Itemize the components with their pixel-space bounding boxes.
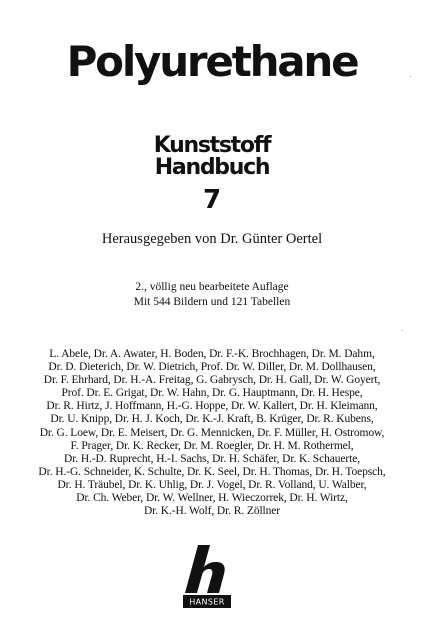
paper-speck xyxy=(402,330,403,331)
author-line: Dr. G. Loew, Dr. E. Meisert, Dr. G. Mennicken, Dr. F. Müller, H. Ostromow, xyxy=(39,426,385,439)
editor-line: Herausgegeben von Dr. Günter Oertel xyxy=(101,231,323,247)
series-name xyxy=(0,135,424,179)
edition-info xyxy=(0,280,424,309)
series-line-1: Kunststoff xyxy=(153,133,271,158)
author-line: Dr. U. Knipp, Dr. H. J. Koch, Dr. K.-J. Kraft, B. Krüger, Dr. R. Kubens, xyxy=(50,413,374,426)
author-line: L. Abele, Dr. A. Awater, H. Boden, Dr. F.-K. Brochhagen, Dr. M. Dahm, xyxy=(49,348,375,360)
author-line: Dr. H.-G. Schneider, K. Schulte, Dr. K. Seel, Dr. H. Thomas, Dr. H. Toepsch, xyxy=(38,465,386,478)
edition-line-1: 2., völlig neu bearbeitete Auflage xyxy=(135,281,289,293)
author-line: Dr. D. Dieterich, Dr. W. Dietrich, Prof. Dr. W. Diller, Dr. M. Dollhausen, xyxy=(48,361,376,374)
author-list xyxy=(0,348,424,518)
author-line: Dr. F. Ehrhard, Dr. H.-A. Freitag, G. Gabrysch, Dr. H. Gall, Dr. W. Goyert, xyxy=(43,374,381,387)
volume-number: 7 xyxy=(202,185,222,215)
author-line: Dr. Ch. Weber, Dr. W. Wellner, H. Wieczorrek, Dr. H. Wirtz, xyxy=(76,492,348,505)
edition-line-2: Mit 544 Bildern und 121 Tabellen xyxy=(133,295,291,308)
author-line: Dr. R. Hirtz, J. Hoffmann, H.-G. Hoppe, Dr. W. Kallert, Dr. H. Kleimann, xyxy=(46,400,378,413)
hanser-logo-icon xyxy=(182,543,232,609)
book-title: Polyurethane xyxy=(66,37,358,86)
publisher-name: HANSER xyxy=(189,597,225,607)
paper-speck xyxy=(410,76,411,77)
author-line: Prof. Dr. E. Grigat, Dr. W. Hahn, Dr. G. Hauptmann, Dr. H. Hespe, xyxy=(61,387,363,400)
author-line: F. Prager, Dr. K. Recker, Dr. M. Roegler, Dr. H. M. Rothermel, xyxy=(70,439,354,452)
author-line: Dr. K.-H. Wolf, Dr. R. Zöllner xyxy=(143,505,281,518)
series-line-2: Handbuch xyxy=(154,155,270,180)
author-line: Dr. H. Träubel, Dr. K. Uhlig, Dr. J. Vogel, Dr. R. Volland, U. Walber, xyxy=(57,478,367,491)
author-line: Dr. H.-D. Ruprecht, H.-I. Sachs, Dr. H. Schäfer, Dr. K. Schauerte, xyxy=(63,452,361,465)
